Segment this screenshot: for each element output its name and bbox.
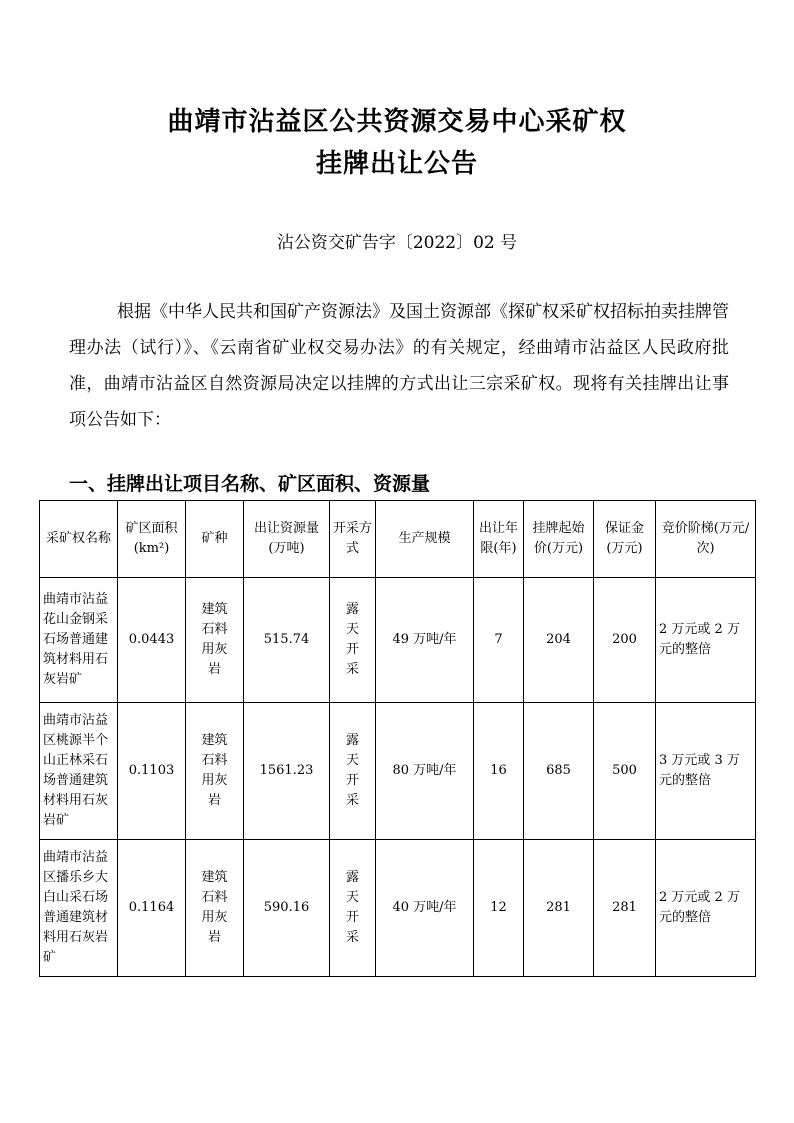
- cell-deposit: 500: [594, 703, 656, 840]
- cell-scale: 40 万吨/年: [376, 840, 474, 977]
- cell-name: 曲靖市沾益区桃源半个山正林采石场普通建筑材料用石灰岩矿: [40, 703, 118, 840]
- cell-years: 12: [474, 840, 524, 977]
- cell-mineral: 建筑石料用灰岩: [186, 703, 244, 840]
- cell-scale: 80 万吨/年: [376, 703, 474, 840]
- cell-years: 16: [474, 703, 524, 840]
- cell-years: 7: [474, 578, 524, 703]
- cell-start-price: 204: [524, 578, 594, 703]
- cell-area: 0.1103: [118, 703, 186, 840]
- cell-name: 曲靖市沾益花山金钢采石场普通建筑材料用石灰岩矿: [40, 578, 118, 703]
- cell-mineral: 建筑石料用灰岩: [186, 840, 244, 977]
- table-header-row: [40, 501, 756, 578]
- header-method: 开采方式: [330, 501, 376, 578]
- cell-start-price: 281: [524, 840, 594, 977]
- header-mineral: 矿种: [186, 501, 244, 578]
- header-step: 竞价阶梯(万元/次): [656, 501, 756, 578]
- header-years: 出让年限(年): [474, 501, 524, 578]
- cell-resource: 1561.23: [244, 703, 330, 840]
- section-heading: 一、挂牌出让项目名称、矿区面积、资源量: [69, 473, 431, 495]
- cell-mineral: 建筑石料用灰岩: [186, 578, 244, 703]
- document-title-line1: 曲靖市沾益区公共资源交易中心采矿权: [167, 107, 627, 137]
- header-area: 矿区面积(km²): [118, 501, 186, 578]
- table-row: [40, 578, 756, 703]
- cell-resource: 515.74: [244, 578, 330, 703]
- document-number: 沾公资交矿告字〔2022〕02 号: [276, 233, 518, 253]
- table-row: [40, 840, 756, 977]
- header-scale: 生产规模: [376, 501, 474, 578]
- cell-step: 2 万元或 2 万元的整倍: [656, 840, 756, 977]
- header-name: 采矿权名称: [40, 501, 118, 578]
- cell-resource: 590.16: [244, 840, 330, 977]
- cell-deposit: 281: [594, 840, 656, 977]
- cell-name: 曲靖市沾益区播乐乡大白山采石场普通建筑材料用石灰岩矿: [40, 840, 118, 977]
- mining-rights-table: [39, 500, 756, 977]
- cell-area: 0.1164: [118, 840, 186, 977]
- table-row: [40, 703, 756, 840]
- cell-deposit: 200: [594, 578, 656, 703]
- header-deposit: 保证金(万元): [594, 501, 656, 578]
- cell-area: 0.0443: [118, 578, 186, 703]
- cell-method: 露天开采: [330, 840, 376, 977]
- cell-scale: 49 万吨/年: [376, 578, 474, 703]
- cell-start-price: 685: [524, 703, 594, 840]
- intro-paragraph: 根据《中华人民共和国矿产资源法》及国土资源部《探矿权采矿权招标拍卖挂牌管理办法（试行）》、《云南省矿业权交易办法》的有关规定，经曲靖市沾益区人民政府批准，曲靖市沾益区自然资源局决定以挂牌的方式出让三宗采矿权。现将有关挂牌出让事项公告如下：: [69, 302, 729, 430]
- cell-method: 露天开采: [330, 578, 376, 703]
- cell-step: 2 万元或 2 万元的整倍: [656, 578, 756, 703]
- document-title-line2: 挂牌出让公告: [315, 149, 478, 179]
- cell-method: 露天开采: [330, 703, 376, 840]
- header-start-price: 挂牌起始价(万元): [524, 501, 594, 578]
- cell-step: 3 万元或 3 万元的整倍: [656, 703, 756, 840]
- header-resource: 出让资源量(万吨): [244, 501, 330, 578]
